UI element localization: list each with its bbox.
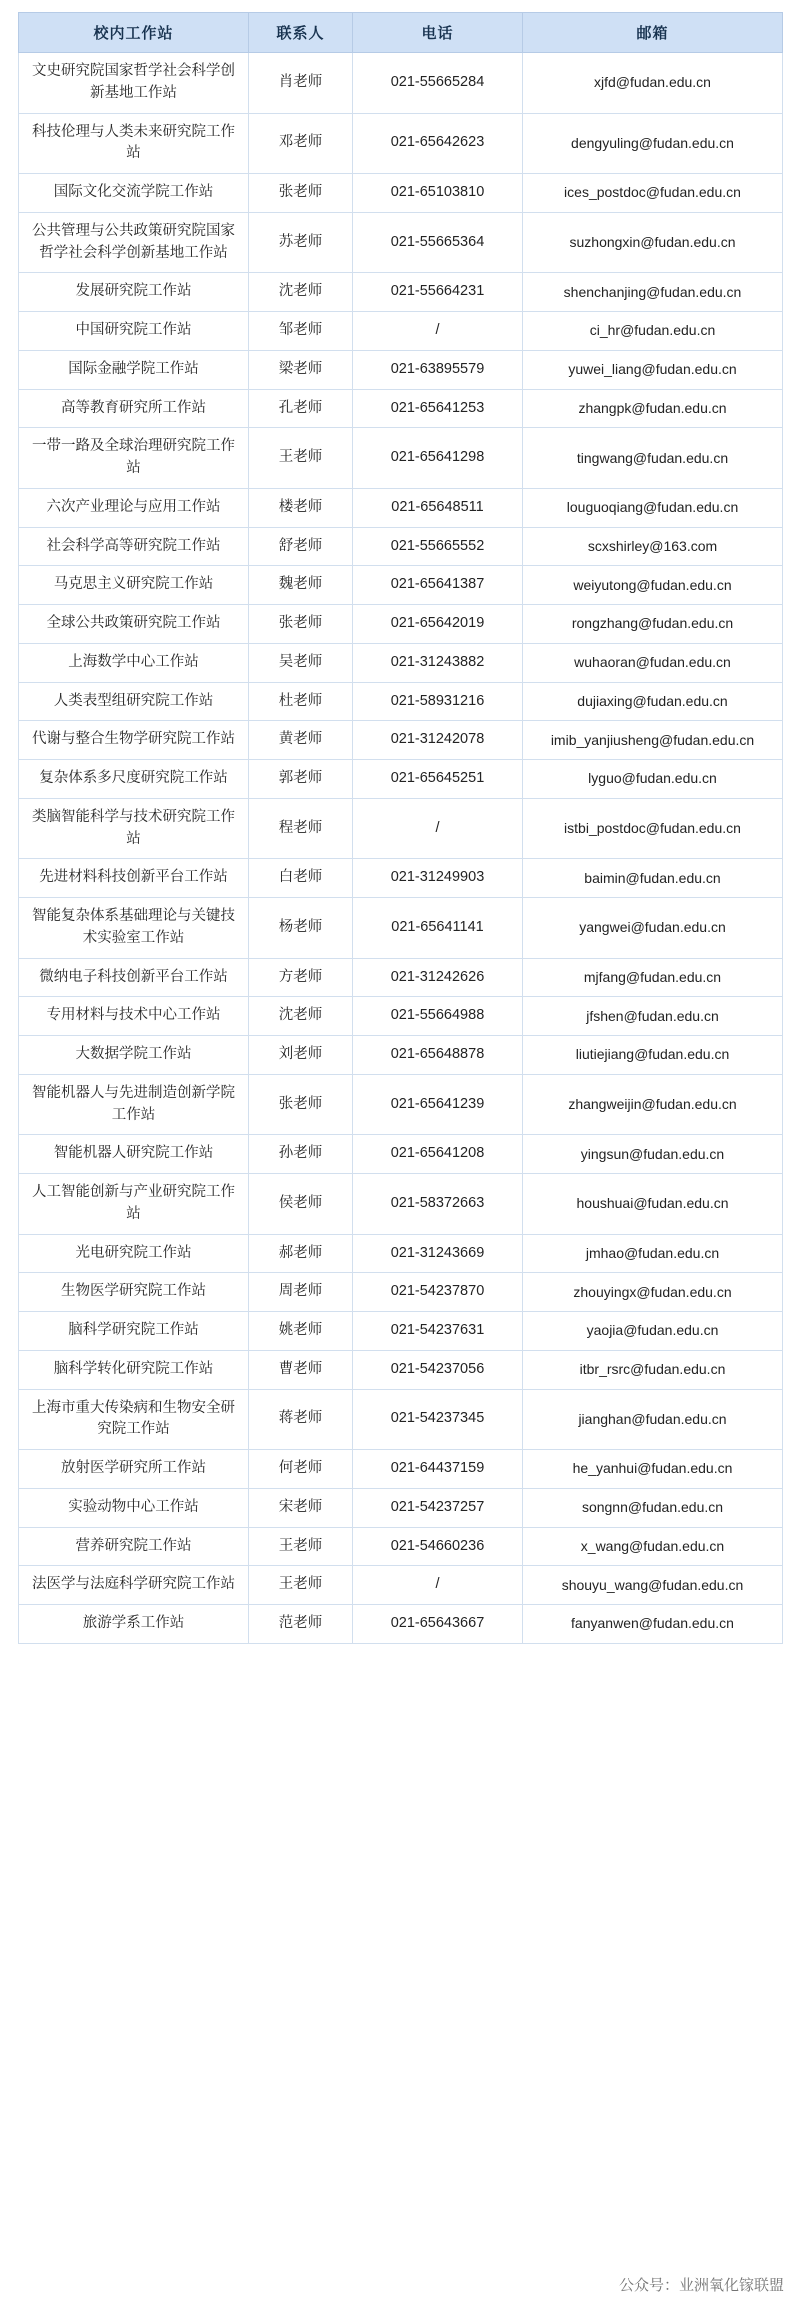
cell-email: dengyuling@fudan.edu.cn [523,113,783,174]
cell-station: 先进材料科技创新平台工作站 [19,859,249,898]
cell-station: 中国研究院工作站 [19,312,249,351]
table-row [19,527,783,566]
table-row [19,1350,783,1389]
table-row [19,350,783,389]
cell-phone: 021-54660236 [353,1527,523,1566]
cell-email: itbr_rsrc@fudan.edu.cn [523,1350,783,1389]
cell-contact: 杨老师 [249,898,353,959]
table-row [19,389,783,428]
cell-phone: 021-54237631 [353,1312,523,1351]
cell-email: x_wang@fudan.edu.cn [523,1527,783,1566]
cell-phone: 021-65645251 [353,760,523,799]
cell-contact: 吴老师 [249,643,353,682]
cell-email: yangwei@fudan.edu.cn [523,898,783,959]
table-row [19,958,783,997]
cell-email: istbi_postdoc@fudan.edu.cn [523,798,783,859]
cell-station: 全球公共政策研究院工作站 [19,605,249,644]
cell-email: houshuai@fudan.edu.cn [523,1174,783,1235]
column-header-email: 邮箱 [523,13,783,53]
cell-contact: 姚老师 [249,1312,353,1351]
table-row [19,898,783,959]
table-row [19,1389,783,1450]
cell-email: ices_postdoc@fudan.edu.cn [523,174,783,213]
cell-phone: 021-31249903 [353,859,523,898]
cell-station: 马克思主义研究院工作站 [19,566,249,605]
cell-station: 脑科学转化研究院工作站 [19,1350,249,1389]
cell-email: baimin@fudan.edu.cn [523,859,783,898]
table-row [19,1234,783,1273]
table-row [19,174,783,213]
table-row [19,113,783,174]
cell-phone: 021-54237257 [353,1488,523,1527]
cell-station: 国际文化交流学院工作站 [19,174,249,213]
cell-phone: / [353,312,523,351]
cell-email: jmhao@fudan.edu.cn [523,1234,783,1273]
cell-station: 上海市重大传染病和生物安全研究院工作站 [19,1389,249,1450]
cell-phone: 021-31242626 [353,958,523,997]
table-row [19,1312,783,1351]
cell-phone: / [353,798,523,859]
cell-contact: 张老师 [249,605,353,644]
table-row [19,682,783,721]
cell-email: liutiejiang@fudan.edu.cn [523,1036,783,1075]
cell-station: 生物医学研究院工作站 [19,1273,249,1312]
cell-email: rongzhang@fudan.edu.cn [523,605,783,644]
cell-phone: 021-65648878 [353,1036,523,1075]
cell-phone: 021-65641298 [353,428,523,489]
cell-phone: 021-31243882 [353,643,523,682]
table-row [19,488,783,527]
cell-contact: 肖老师 [249,53,353,114]
table-row [19,1074,783,1135]
cell-contact: 王老师 [249,1527,353,1566]
cell-phone: 021-65641387 [353,566,523,605]
cell-email: songnn@fudan.edu.cn [523,1488,783,1527]
cell-contact: 魏老师 [249,566,353,605]
cell-contact: 王老师 [249,428,353,489]
cell-email: louguoqiang@fudan.edu.cn [523,488,783,527]
cell-contact: 王老师 [249,1566,353,1605]
cell-email: xjfd@fudan.edu.cn [523,53,783,114]
cell-email: zhouyingx@fudan.edu.cn [523,1273,783,1312]
cell-phone: 021-65648511 [353,488,523,527]
cell-email: jianghan@fudan.edu.cn [523,1389,783,1450]
table-row [19,1527,783,1566]
cell-station: 光电研究院工作站 [19,1234,249,1273]
table-row [19,212,783,273]
cell-phone: 021-54237345 [353,1389,523,1450]
cell-contact: 楼老师 [249,488,353,527]
table-row [19,721,783,760]
cell-contact: 周老师 [249,1273,353,1312]
cell-station: 高等教育研究所工作站 [19,389,249,428]
table-row [19,1036,783,1075]
column-header-station: 校内工作站 [19,13,249,53]
cell-email: wuhaoran@fudan.edu.cn [523,643,783,682]
cell-phone: 021-55664231 [353,273,523,312]
cell-email: he_yanhui@fudan.edu.cn [523,1450,783,1489]
cell-email: weiyutong@fudan.edu.cn [523,566,783,605]
cell-station: 旅游学系工作站 [19,1605,249,1644]
cell-contact: 张老师 [249,1074,353,1135]
table-row [19,643,783,682]
cell-station: 智能复杂体系基础理论与关键技术实验室工作站 [19,898,249,959]
cell-contact: 郝老师 [249,1234,353,1273]
table-row [19,1566,783,1605]
cell-phone: 021-65641239 [353,1074,523,1135]
cell-station: 微纳电子科技创新平台工作站 [19,958,249,997]
cell-phone: 021-65641208 [353,1135,523,1174]
table-row [19,997,783,1036]
cell-station: 营养研究院工作站 [19,1527,249,1566]
cell-contact: 杜老师 [249,682,353,721]
cell-contact: 苏老师 [249,212,353,273]
cell-phone: 021-58372663 [353,1174,523,1235]
cell-email: yingsun@fudan.edu.cn [523,1135,783,1174]
table-body [19,53,783,1644]
cell-phone: 021-55665364 [353,212,523,273]
cell-email: yuwei_liang@fudan.edu.cn [523,350,783,389]
cell-phone: 021-65642019 [353,605,523,644]
cell-contact: 白老师 [249,859,353,898]
cell-contact: 范老师 [249,1605,353,1644]
cell-phone: 021-54237056 [353,1350,523,1389]
cell-phone: 021-54237870 [353,1273,523,1312]
cell-email: mjfang@fudan.edu.cn [523,958,783,997]
cell-email: yaojia@fudan.edu.cn [523,1312,783,1351]
cell-phone: 021-64437159 [353,1450,523,1489]
cell-contact: 梁老师 [249,350,353,389]
cell-contact: 郭老师 [249,760,353,799]
table-row [19,1174,783,1235]
cell-station: 法医学与法庭科学研究院工作站 [19,1566,249,1605]
cell-phone: 021-63895579 [353,350,523,389]
cell-email: ci_hr@fudan.edu.cn [523,312,783,351]
table-header [19,13,783,53]
cell-phone: 021-55665284 [353,53,523,114]
cell-station: 代谢与整合生物学研究院工作站 [19,721,249,760]
cell-email: lyguo@fudan.edu.cn [523,760,783,799]
cell-station: 六次产业理论与应用工作站 [19,488,249,527]
cell-contact: 沈老师 [249,997,353,1036]
table-row [19,1488,783,1527]
cell-phone: 021-55665552 [353,527,523,566]
cell-contact: 蒋老师 [249,1389,353,1450]
cell-station: 一带一路及全球治理研究院工作站 [19,428,249,489]
cell-contact: 邓老师 [249,113,353,174]
cell-station: 社会科学高等研究院工作站 [19,527,249,566]
cell-station: 复杂体系多尺度研究院工作站 [19,760,249,799]
table-row [19,53,783,114]
cell-station: 文史研究院国家哲学社会科学创新基地工作站 [19,53,249,114]
cell-contact: 舒老师 [249,527,353,566]
cell-station: 放射医学研究所工作站 [19,1450,249,1489]
table-row [19,605,783,644]
cell-phone: 021-31243669 [353,1234,523,1273]
table-row [19,1273,783,1312]
cell-phone: 021-31242078 [353,721,523,760]
cell-station: 人工智能创新与产业研究院工作站 [19,1174,249,1235]
cell-email: shouyu_wang@fudan.edu.cn [523,1566,783,1605]
cell-email: zhangpk@fudan.edu.cn [523,389,783,428]
cell-station: 科技伦理与人类未来研究院工作站 [19,113,249,174]
table-row [19,798,783,859]
cell-phone: 021-55664988 [353,997,523,1036]
cell-station: 专用材料与技术中心工作站 [19,997,249,1036]
cell-contact: 程老师 [249,798,353,859]
watermark-text: 公众号：业洲氧化镓联盟 [618,2277,784,2294]
table-row [19,859,783,898]
cell-station: 发展研究院工作站 [19,273,249,312]
table-row [19,760,783,799]
cell-phone: 021-65642623 [353,113,523,174]
cell-station: 国际金融学院工作站 [19,350,249,389]
cell-email: imib_yanjiusheng@fudan.edu.cn [523,721,783,760]
table-row [19,312,783,351]
table-row [19,1135,783,1174]
table-row [19,428,783,489]
cell-contact: 黄老师 [249,721,353,760]
cell-phone: 021-65641253 [353,389,523,428]
cell-station: 上海数学中心工作站 [19,643,249,682]
cell-contact: 孔老师 [249,389,353,428]
cell-email: zhangweijin@fudan.edu.cn [523,1074,783,1135]
cell-email: tingwang@fudan.edu.cn [523,428,783,489]
column-header-phone: 电话 [353,13,523,53]
cell-station: 脑科学研究院工作站 [19,1312,249,1351]
cell-phone: 021-58931216 [353,682,523,721]
cell-phone: 021-65643667 [353,1605,523,1644]
cell-phone: / [353,1566,523,1605]
cell-station: 实验动物中心工作站 [19,1488,249,1527]
cell-contact: 刘老师 [249,1036,353,1075]
column-header-contact: 联系人 [249,13,353,53]
cell-email: scxshirley@163.com [523,527,783,566]
cell-phone: 021-65641141 [353,898,523,959]
cell-station: 大数据学院工作站 [19,1036,249,1075]
cell-email: fanyanwen@fudan.edu.cn [523,1605,783,1644]
cell-contact: 方老师 [249,958,353,997]
table-row [19,273,783,312]
table-row [19,566,783,605]
cell-email: dujiaxing@fudan.edu.cn [523,682,783,721]
cell-station: 人类表型组研究院工作站 [19,682,249,721]
cell-contact: 何老师 [249,1450,353,1489]
cell-contact: 曹老师 [249,1350,353,1389]
cell-contact: 张老师 [249,174,353,213]
cell-contact: 宋老师 [249,1488,353,1527]
cell-email: suzhongxin@fudan.edu.cn [523,212,783,273]
cell-email: jfshen@fudan.edu.cn [523,997,783,1036]
cell-phone: 021-65103810 [353,174,523,213]
table-row [19,1605,783,1644]
cell-station: 类脑智能科学与技术研究院工作站 [19,798,249,859]
cell-contact: 侯老师 [249,1174,353,1235]
workstation-table [18,12,783,1644]
cell-email: shenchanjing@fudan.edu.cn [523,273,783,312]
cell-contact: 沈老师 [249,273,353,312]
cell-contact: 孙老师 [249,1135,353,1174]
header-row [19,13,783,53]
cell-station: 公共管理与公共政策研究院国家哲学社会科学创新基地工作站 [19,212,249,273]
cell-station: 智能机器人与先进制造创新学院工作站 [19,1074,249,1135]
table-row [19,1450,783,1489]
cell-contact: 邹老师 [249,312,353,351]
cell-station: 智能机器人研究院工作站 [19,1135,249,1174]
